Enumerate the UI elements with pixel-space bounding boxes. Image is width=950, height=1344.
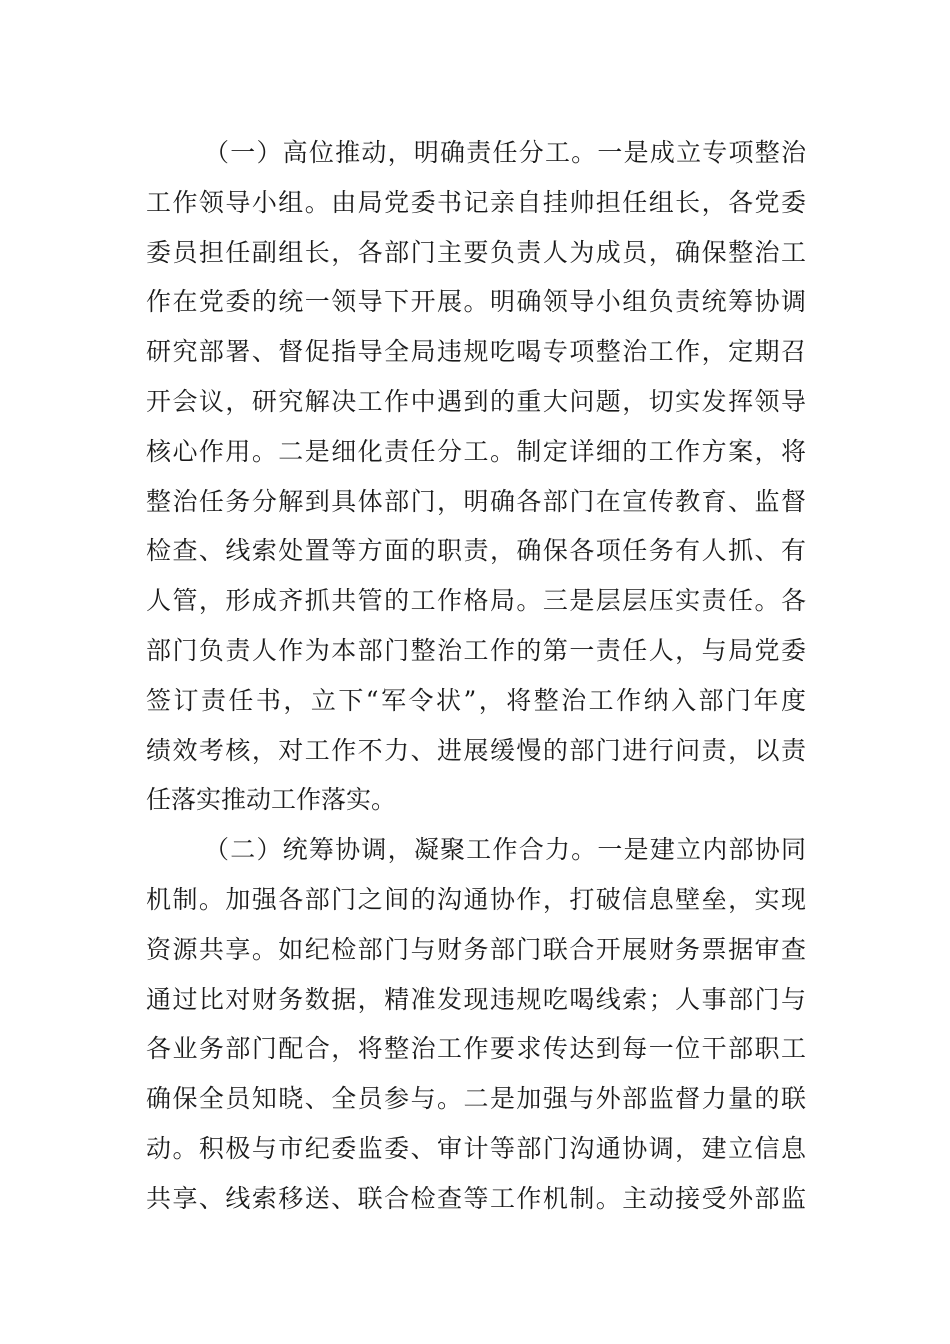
paragraph-1-line-3: 委员担任副组长，各部门主要负责人为成员，确保整治工 — [146, 237, 806, 267]
paragraph-1-line-2: 工作领导小组。由局党委书记亲自挂帅担任组长，各党委 — [146, 187, 806, 217]
paragraph-2-line-3: 资源共享。如纪检部门与财务部门联合开展财务票据审查 — [146, 934, 806, 964]
paragraph-2-line-7: 动。积极与市纪委监委、审计等部门沟通协调，建立信息 — [146, 1133, 806, 1163]
paragraph-1-line-4: 作在党委的统一领导下开展。明确领导小组负责统筹协调 — [146, 287, 806, 317]
document-body — [146, 128, 806, 1224]
paragraph-1-line-12: 签订责任书，立下“军令状”，将整治工作纳入部门年度 — [146, 685, 806, 715]
paragraph-1-line-6: 开会议，研究解决工作中遇到的重大问题，切实发挥领导 — [146, 386, 806, 416]
paragraph-2-line-1: （二）统筹协调，凝聚工作合力。一是建立内部协同 — [204, 835, 806, 865]
paragraph-2-line-2: 机制。加强各部门之间的沟通协作，打破信息壁垒，实现 — [146, 884, 806, 914]
paragraph-1-line-1: （一）高位推动，明确责任分工。一是成立专项整治 — [204, 138, 806, 167]
paragraph-2-line-4: 通过比对财务数据，精准发现违规吃喝线索；人事部门与 — [146, 984, 806, 1014]
paragraph-1-line-7: 核心作用。二是细化责任分工。制定详细的工作方案，将 — [146, 436, 806, 466]
paragraph-1-line-13: 绩效考核，对工作不力、进展缓慢的部门进行问责，以责 — [146, 735, 806, 765]
paragraph-1-line-10: 人管，形成齐抓共管的工作格局。三是层层压实责任。各 — [146, 586, 806, 616]
paragraph-1-line-9: 检查、线索处置等方面的职责，确保各项任务有人抓、有 — [146, 536, 806, 566]
paragraph-2-line-8: 共享、线索移送、联合检查等工作机制。主动接受外部监 — [146, 1183, 806, 1213]
paragraph-1-line-8: 整治任务分解到具体部门，明确各部门在宣传教育、监督 — [146, 486, 806, 516]
paragraph-2-line-6: 确保全员知晓、全员参与。二是加强与外部监督力量的联 — [146, 1084, 806, 1114]
paragraph-2-line-5: 各业务部门配合，将整治工作要求传达到每一位干部职工 — [146, 1034, 806, 1064]
paragraph-1-line-5: 研究部署、督促指导全局违规吃喝专项整治工作，定期召 — [146, 337, 806, 367]
paragraph-1-line-11: 部门负责人作为本部门整治工作的第一责任人，与局党委 — [146, 635, 806, 665]
paragraph-1-line-14: 任落实推动工作落实。 — [146, 785, 397, 815]
